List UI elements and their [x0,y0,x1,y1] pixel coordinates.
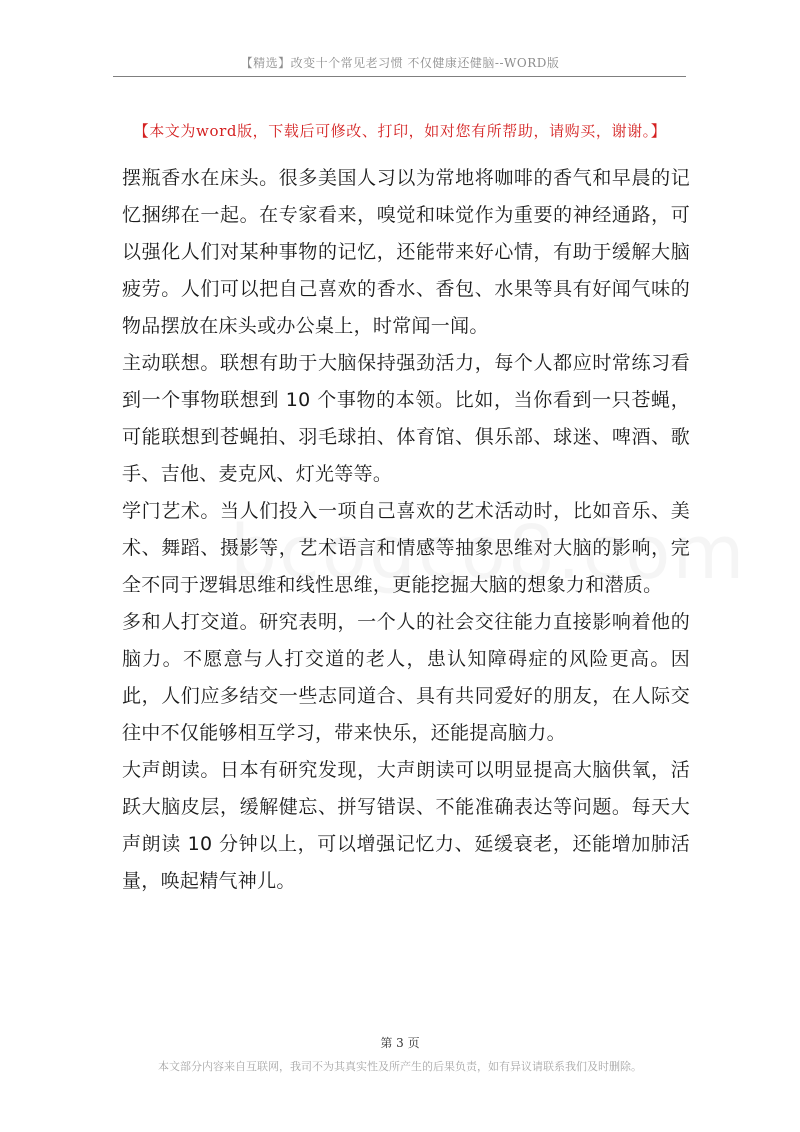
page-header: 【精选】改变十个常见老习惯 不仅健康还健脑--WORD版 [240,56,560,70]
paragraph-association: 主动联想。联想有助于大脑保持强劲活力，每个人都应时常练习看到一个事物联想到 10 个事物的本领。比如，当你看到一只苍蝇，可能联想到苍蝇拍、羽毛球拍、体育馆、俱乐部、球迷、啤酒、歌手、吉他、麦克风、灯光等等。 [122,352,690,485]
header-divider [113,76,686,77]
page-number: 第 3 页 [380,1036,420,1050]
purchase-notice: 【本文为word版，下载后可修改、打印，如对您有所帮助，请购买，谢谢。】 [133,122,667,140]
paragraph-reading-aloud: 大声朗读。日本有研究发现，大声朗读可以明显提高大脑供氧，活跃大脑皮层，缓解健忘、拼写错误、不能准确表达等问题。每天大声朗读 10 分钟以上，可以增强记忆力、延缓衰老，还能增加肺活量，唤起精气神儿。 [122,759,690,892]
paragraph-socializing: 多和人打交道。研究表明，一个人的社会交往能力直接影响着他的脑力。不愿意与人打交道的老人，患认知障碍症的风险更高。因此，人们应多结交一些志同道合、具有共同爱好的朋友，在人际交往中不仅能够相互学习，带来快乐，还能提高脑力。 [122,611,690,744]
document-body [122,160,690,900]
paragraph-art: 学门艺术。当人们投入一项自己喜欢的艺术活动时，比如音乐、美术、舞蹈、摄影等，艺术语言和情感等抽象思维对大脑的影响，完全不同于逻辑思维和线性思维，更能挖掘大脑的想象力和潜质。 [122,500,690,596]
paragraph-perfume: 摆瓶香水在床头。很多美国人习以为常地将咖啡的香气和早晨的记忆捆绑在一起。在专家看来，嗅觉和味觉作为重要的神经通路，可以强化人们对某种事物的记忆，还能带来好心情，有助于缓解大脑疲劳。人们可以把自己喜欢的香水、香包、水果等具有好闻气味的物品摆放在床头或办公桌上，时常闻一闻。 [122,167,690,337]
page-footer: 本文部分内容来自互联网，我司不为其真实性及所产生的后果负责，如有异议请联系我们及时删除。 [158,1060,642,1073]
